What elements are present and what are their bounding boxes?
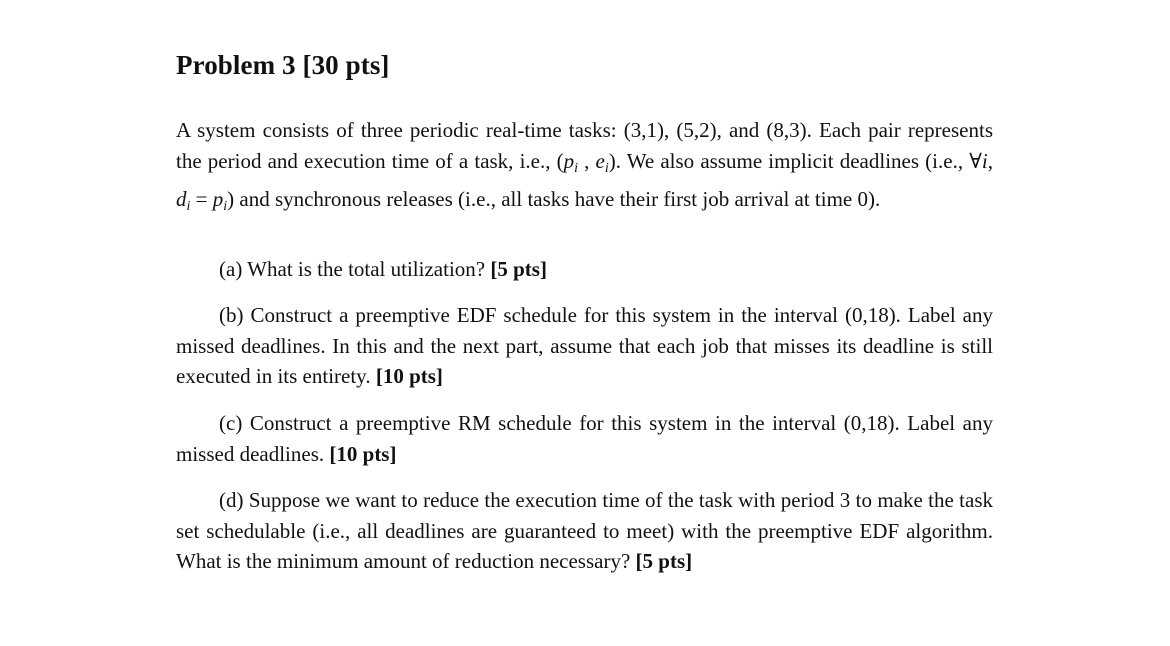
question-c xyxy=(176,408,993,469)
question-b-points: [10 pts] xyxy=(375,364,443,389)
problem-intro xyxy=(176,115,993,223)
question-d xyxy=(176,485,993,577)
math-sub-i: i xyxy=(604,160,609,176)
question-d-points: [5 pts] xyxy=(635,549,693,574)
question-a xyxy=(176,254,993,285)
question-a-points: [5 pts] xyxy=(490,257,547,281)
question-c-text: (c) Construct a preemptive RM schedule for this system in the interval (0,18). Label any missed deadlines. xyxy=(176,411,993,466)
math-equals: = xyxy=(190,187,213,212)
intro-text-3: ) and synchronous releases (i.e., all tasks have their first job arrival at time 0). xyxy=(227,187,881,212)
math-sub-i: i xyxy=(223,199,228,215)
math-p: p xyxy=(563,148,575,173)
math-i: i xyxy=(981,148,988,173)
question-b-text: (b) Construct a preemptive EDF schedule for this system in the interval (0,18). Label any missed deadlines. In this and the next part, assume that each job that misses its deadline is still executed in its entirety. xyxy=(176,303,993,389)
math-sub-i: i xyxy=(186,199,191,215)
question-a-text: (a) What is the total utilization? xyxy=(219,257,491,281)
math-p: p xyxy=(212,187,224,212)
math-e: e xyxy=(595,148,605,173)
math-comma: , xyxy=(578,148,596,173)
problem-title: Problem 3 [30 pts] xyxy=(176,50,390,80)
intro-text-2: ). We also assume implicit deadlines (i.e., xyxy=(608,148,970,173)
math-d: d xyxy=(176,187,187,212)
question-c-points: [10 pts] xyxy=(329,441,397,466)
math-sub-i: i xyxy=(574,160,578,176)
math-comma: , xyxy=(987,148,993,173)
intro-text-1: A system consists of three periodic real-time tasks: (3,1), (5,2), and (8,3). Each pair represents the period and execution time of a task, i.e., ( xyxy=(176,118,993,173)
question-d-text: (d) Suppose we want to reduce the execution time of the task with period 3 to make the task set schedulable (i.e., all deadlines are guaranteed to meet) with the preemptive EDF algorithm. What is the minimum amount of reduction necessary? xyxy=(176,488,993,574)
forall-symbol: ∀ xyxy=(969,148,982,173)
question-b xyxy=(176,300,993,392)
